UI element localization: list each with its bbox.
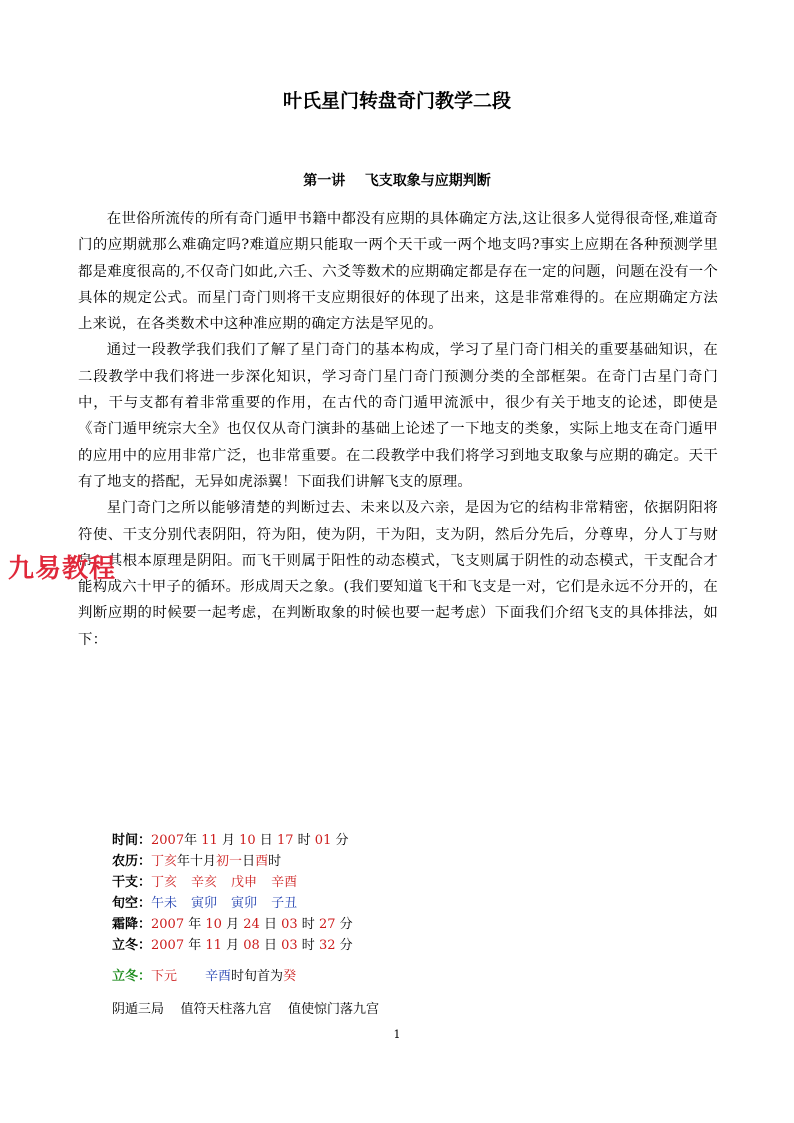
lunar-day-unit: 日 [242,854,256,869]
lidong-yuan-label: 立冬： [112,969,152,984]
lecture-heading: 第一讲 飞支取象与应期判断 [303,173,491,189]
year-unit: 年 [184,833,198,848]
ld-month-unit: 月 [226,938,240,953]
sj-month-unit: 月 [226,917,240,932]
time-hour: 17 [276,833,294,848]
ld-year-unit: 年 [188,938,202,953]
xunshou-value: 癸 [283,969,297,984]
shuangjiang-label: 霜降： [112,917,152,932]
xunkong-label: 旬空： [112,896,152,911]
time-row [112,830,353,851]
ld-day: 08 [243,938,260,953]
lunar-month: 年十月 [177,854,217,869]
paragraph-2: 通过一段教学我们我们了解了星门奇门的基本构成，学习了星门奇门相关的重要基础知识，在二段教学中我们将进一步深化知识，学习奇门星门奇门预测分类的全部框架。在奇门古星门奇门中，干与支都有着非常重要的作用，在古代的奇门遁甲流派中，很少有关于地支的论述，即使是《奇门遁甲统宗大全》也仅仅从奇门演卦的基础上论述了一下地支的类象，实际上地支在奇门遁甲的应用中的应用非常广泛，也非常重要。在二段教学中我们将学习到地支取象与应期的确定。天干有了地支的搭配，无异如虎添翼！下面我们讲解飞支的原理。 [78,342,718,490]
month-unit: 月 [221,833,235,848]
hour-ganzhi: 辛酉 [205,969,232,984]
sj-year-unit: 年 [188,917,202,932]
ld-hour: 03 [281,938,298,953]
xunshou-text: 时旬首为 [231,969,284,984]
sj-day: 24 [243,917,260,932]
lunar-day: 初一 [216,854,243,869]
ld-day-unit: 日 [263,938,277,953]
sj-year: 2007 [151,917,185,932]
paragraph-3: 星门奇门之所以能够清楚的判断过去、未来以及六亲，是因为它的结构非常精密，依据阴阳将符使、干支分别代表阴阳，符为阳，使为阴，干为阳，支为阴，然后分先后，分尊卑，分人丁与财帛，其根本原理是阴阳。而飞干则属于阳性的动态模式，飞支则属于阴性的动态模式，干支配合才能构成六十甲子的循环。形成周天之象。(我们要知道飞干和飞支是一对，它们是永远不分开的，在判断应期的时候要一起考虑，在判断取象的时候也要一起考虑）下面我们介绍飞支的具体排法，如下： [78,500,718,648]
lunar-label: 农历： [112,854,152,869]
lunar-hour-unit: 时 [268,854,282,869]
lunar-row [112,851,353,872]
sj-day-unit: 日 [263,917,277,932]
watermark-logo: 九易教程 [8,554,117,584]
ld-minute-unit: 分 [339,938,353,953]
time-day: 10 [239,833,256,848]
ganzhi-row [112,872,353,893]
minute-unit: 分 [335,833,349,848]
ganzhi-year: 丁亥 [151,875,178,890]
yuan-value: 下元 [151,969,178,984]
xunkong-hour: 子丑 [271,896,298,911]
lunar-year-gz: 丁亥 [151,854,178,869]
xunkong-year: 午未 [151,896,178,911]
shuangjiang-row [112,914,353,935]
lunar-hour-zhi: 酉 [255,854,269,869]
ganzhi-hour: 辛酉 [271,875,298,890]
page-number: 1 [393,1028,401,1041]
xunkong-month: 寅卯 [191,896,218,911]
chart-info-block [112,830,353,987]
ganzhi-label: 干支： [112,875,152,890]
day-unit: 日 [259,833,273,848]
time-month: 11 [201,833,218,848]
xunkong-row [112,893,353,914]
document-title: 叶氏星门转盘奇门教学二段 [282,90,511,112]
ganzhi-day: 戊申 [231,875,258,890]
time-minute: 01 [314,833,332,848]
body-text [78,206,718,653]
ld-month: 11 [205,938,222,953]
lidong-row [112,935,353,956]
time-label: 时间： [112,833,152,848]
sj-hour-unit: 时 [301,917,315,932]
ju-line: 阴遁三局 值符天柱落九宫 值使惊门落九宫 [112,1002,380,1017]
ganzhi-month: 辛亥 [191,875,218,890]
ld-minute: 32 [318,938,336,953]
sj-month: 10 [205,917,222,932]
xunkong-day: 寅卯 [231,896,258,911]
sj-minute-unit: 分 [339,917,353,932]
yuan-row [112,966,353,987]
lidong-label: 立冬： [112,938,152,953]
ld-year: 2007 [151,938,185,953]
hour-unit: 时 [297,833,311,848]
sj-hour: 03 [281,917,298,932]
sj-minute: 27 [318,917,336,932]
ld-hour-unit: 时 [301,938,315,953]
paragraph-1: 在世俗所流传的所有奇门遁甲书籍中都没有应期的具体确定方法,这让很多人觉得很奇怪,难道奇门的应期就那么难确定吗?难道应期只能取一两个天干或一两个地支吗?事实上应期在各种预测学里都是难度很高的,不仅奇门如此,六壬、六爻等数术的应期确定都是存在一定的问题，问题在没有一个具体的规定公式。而星门奇门则将干支应期很好的体现了出来，这是非常难得的。在应期确定方法上来说，在各类数术中这种准应期的确定方法是罕见的。 [78,211,718,333]
time-year: 2007 [151,833,185,848]
